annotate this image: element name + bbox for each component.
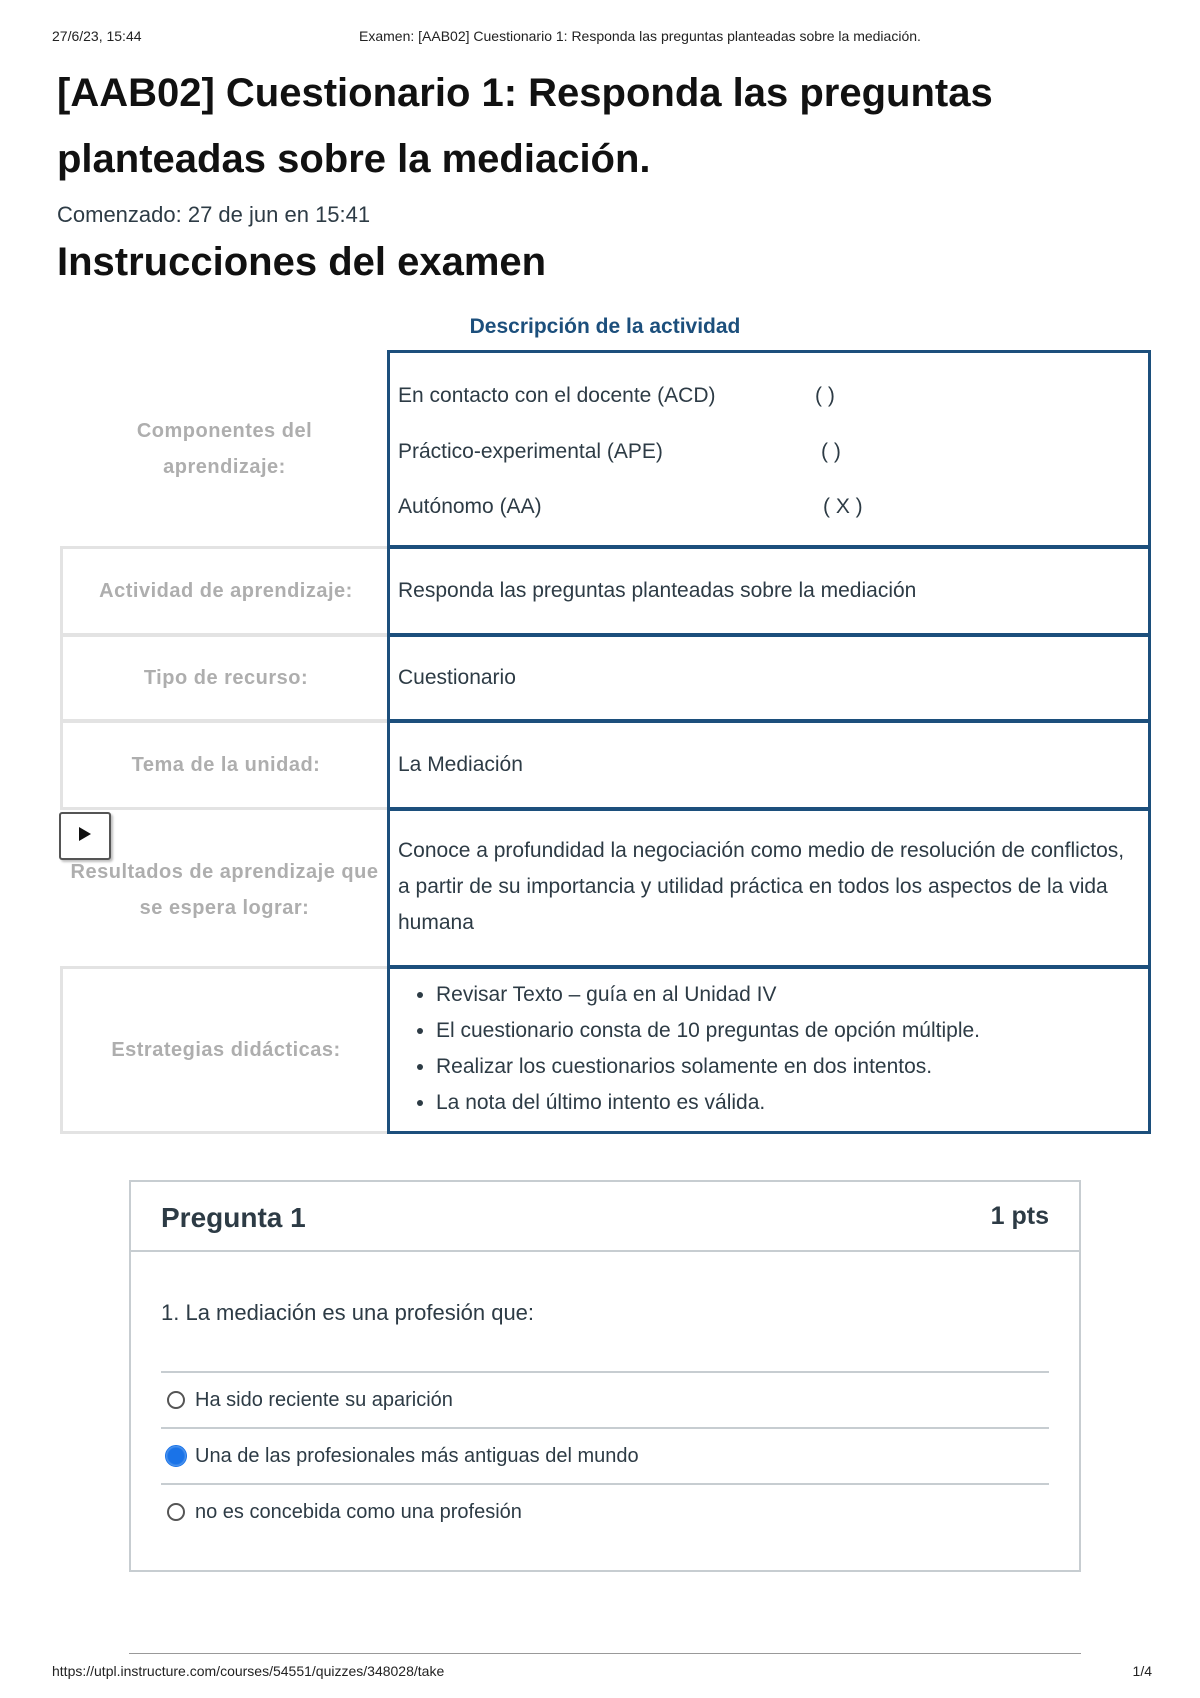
answer-option[interactable] [161,1427,1049,1483]
activity-label-cell [60,546,389,636]
strategy-item: • El cuestionario consta de 10 preguntas de opción múltiple. [436,1013,1148,1049]
play-button[interactable] [59,812,111,860]
unit-value: La Mediación [398,753,523,776]
answer-label[interactable]: Ha sido reciente su aparición [195,1388,453,1411]
component-acd-label: En contacto con el docente (ACD) [398,384,716,407]
strategies-list [398,969,1148,1121]
results-value-cell [387,808,1151,968]
unit-value-cell [387,720,1151,810]
resource-label: Tipo de recurso: [143,667,309,689]
strategies-value-cell [387,966,1151,1134]
question-text: 1. La mediación es una profesión que: [161,1300,535,1325]
footer-url: https://utpl.instructure.com/courses/54551/quizzes/348028/take [52,1663,445,1679]
resource-value: Cuestionario [398,666,516,689]
results-label: Resultados de aprendizaje que se espera lograr: [70,861,379,919]
print-date: 27/6/23, 15:44 [52,28,142,44]
resource-value-cell [387,634,1151,722]
component-ape-mark: ( ) [821,440,841,463]
strategy-item: • Revisar Texto – guía en al Unidad IV [436,977,1148,1013]
answer-label[interactable]: no es concebida como una profesión [195,1500,522,1523]
components-label-cell [60,350,389,548]
strategy-item: • La nota del último intento es válida. [436,1085,1148,1121]
strategies-label-cell [60,966,389,1134]
print-header [52,28,1152,48]
answer-label[interactable]: Una de las profesionales más antiguas del mundo [195,1444,639,1467]
component-aa-label: Autónomo (AA) [398,495,542,518]
footer-page-number: 1/4 [1132,1663,1152,1679]
strategy-item: • Realizar los cuestionarios solamente en dos intentos. [436,1049,1148,1085]
play-icon [78,826,92,847]
page-title: [AAB02] Cuestionario 1: Responda las preguntas planteadas sobre la mediación. [57,71,993,181]
question-card [129,1180,1081,1572]
component-ape-label: Práctico-experimental (APE) [398,440,663,463]
question-header [131,1182,1079,1252]
answer-option[interactable] [161,1371,1049,1427]
instructions-heading: Instrucciones del examen [57,240,547,284]
activity-label: Actividad de aprendizaje: [99,580,353,602]
results-value: Conoce a profundidad la negociación como medio de resolución de conflictos, a partir de su importancia y utilidad práctica en todos los aspectos de la vida humana [398,839,1125,934]
activity-value-cell [387,546,1151,636]
radio-button[interactable] [167,1391,185,1409]
started-timestamp: Comenzado: 27 de jun en 15:41 [57,202,371,227]
answer-option[interactable] [161,1483,1049,1539]
radio-button[interactable] [167,1503,185,1521]
components-value-cell [387,350,1151,548]
print-page-title: Examen: [AAB02] Cuestionario 1: Responda las preguntas planteadas sobre la mediación. [359,28,921,44]
resource-label-cell [60,634,389,722]
question-title: Pregunta 1 [161,1202,306,1233]
question-points: 1 pts [990,1202,1049,1230]
unit-label: Tema de la unidad: [131,754,321,776]
component-aa-mark: ( X ) [823,495,863,518]
footer-divider [129,1653,1081,1654]
strategies-label: Estrategias didácticas: [111,1039,341,1061]
answer-list [161,1371,1049,1539]
radio-button-selected[interactable] [165,1445,187,1467]
component-acd-mark: ( ) [815,384,835,407]
activity-value: Responda las preguntas planteadas sobre la mediación [398,579,917,602]
table-caption: Descripción de la actividad [469,315,741,338]
components-label: Componentes del aprendizaje: [136,420,313,478]
unit-label-cell [60,720,389,810]
